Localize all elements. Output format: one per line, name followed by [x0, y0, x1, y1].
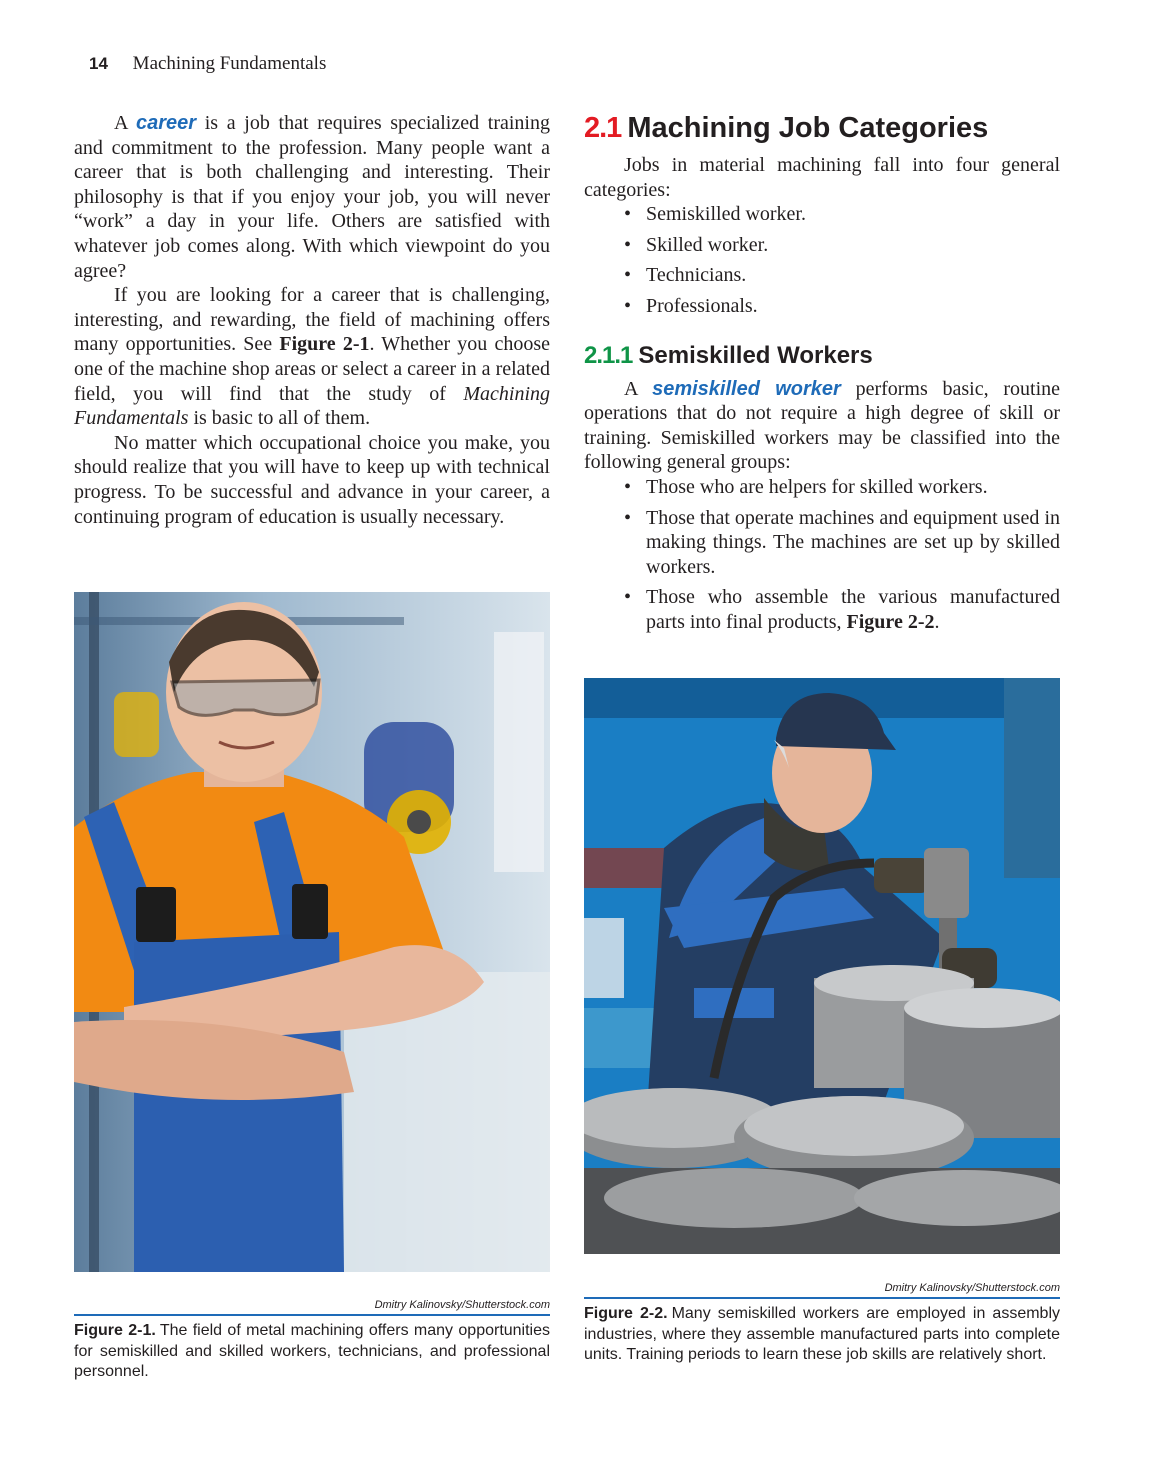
photo-credit-figure-2-2: Dmitry Kalinovsky/Shutterstock.com: [884, 1282, 1060, 1294]
subsection-number: 2.1.1: [584, 341, 633, 369]
job-category-list: [584, 202, 1060, 318]
caption-text: Many semiskilled workers are employed in assembly industries, where they assemble manufactured parts into complete units. Training periods to learn these job skills are relatively short.: [584, 1305, 1061, 1363]
text: performs basic, routine operations that do not require a high degree of skill or training. Semiskilled workers may be classified into the following general groups:: [584, 377, 1061, 474]
figure-label: Figure 2-1.: [74, 1322, 156, 1339]
section-heading-2-1: [584, 111, 1060, 145]
list-item: • Skilled worker.: [624, 233, 1060, 258]
subsection-heading-2-1-1: [584, 341, 1060, 371]
running-head: [89, 52, 326, 76]
text: is basic to all of them.: [188, 407, 371, 430]
semiskilled-groups-list: [584, 475, 1060, 635]
section-title: Machining Job Categories: [627, 112, 989, 144]
list-item: • Those who are helpers for skilled workers.: [624, 475, 1060, 500]
caption-divider: [74, 1314, 550, 1316]
text: is a job that requires specialized training and commitment to the profession. Many people want a career that is both challenging and interesting. Their philosophy is that if you enjoy your job, you will never “work” a day in your life. Others are satisfied with whatever job comes along. With which viewpoint do you agree?: [74, 112, 550, 282]
paragraph-career: [74, 111, 550, 283]
glossary-term-career[interactable]: career: [136, 112, 197, 134]
figure-2-2-caption: [584, 1304, 1060, 1366]
text: .: [934, 610, 940, 633]
figure-2-1-photo: [74, 592, 550, 1272]
figure-label: Figure 2-2.: [584, 1305, 668, 1322]
book-title: Machining Fundamentals: [132, 53, 327, 74]
list-item: • Technicians.: [624, 263, 1060, 288]
text: A: [624, 377, 653, 400]
photo-credit-figure-2-1: Dmitry Kalinovsky/Shutterstock.com: [374, 1299, 550, 1311]
caption-divider: [584, 1297, 1060, 1299]
paragraph-semiskilled: [584, 377, 1060, 475]
page-number: 14: [89, 54, 108, 73]
paragraph-education: No matter which occupational choice you make, you should realize that you will have to keep up with technical progress. To be successful and advance in your career, a continuing program of education is usually necessary.: [74, 431, 550, 528]
right-column: [584, 111, 1060, 641]
machinist-photo-illustration: [74, 592, 550, 1272]
left-column: [74, 111, 550, 529]
section-number: 2.1: [584, 112, 622, 144]
subsection-title: Semiskilled Workers: [638, 341, 873, 369]
list-item: [624, 585, 1060, 634]
figure-2-2-photo: [584, 678, 1060, 1254]
text: If you are looking for a career that is challenging, interesting, and rewarding, the field of machining offers many opportunities. See: [74, 284, 550, 356]
figure-reference-2-1[interactable]: Figure 2-1: [279, 333, 370, 356]
list-item: • Professionals.: [624, 294, 1060, 319]
figure-reference-2-2[interactable]: Figure 2-2: [846, 610, 935, 633]
book-title-italic: Machining Fundamentals: [74, 382, 550, 430]
list-item: • Those that operate machines and equipment used in making things. The machines are set up by skilled workers.: [624, 506, 1060, 580]
list-item: • Semiskilled worker.: [624, 202, 1060, 227]
text: . Whether you choose one of the machine shop areas or select a career in a related field, you will find that the study of: [74, 333, 551, 405]
caption-text: The field of metal machining offers many opportunities for semiskilled and skilled workers, technicians, and professional personnel.: [74, 1322, 551, 1380]
text: Those who assemble the various manufactured parts into final products,: [646, 586, 1060, 633]
assembly-worker-photo-illustration: [584, 678, 1060, 1254]
section-intro: Jobs in material machining fall into four general categories:: [584, 154, 1060, 201]
glossary-term-semiskilled-worker[interactable]: semiskilled worker: [652, 377, 841, 400]
paragraph-opportunities: [74, 283, 550, 431]
figure-2-1-caption: [74, 1321, 550, 1383]
text: A: [114, 112, 137, 134]
